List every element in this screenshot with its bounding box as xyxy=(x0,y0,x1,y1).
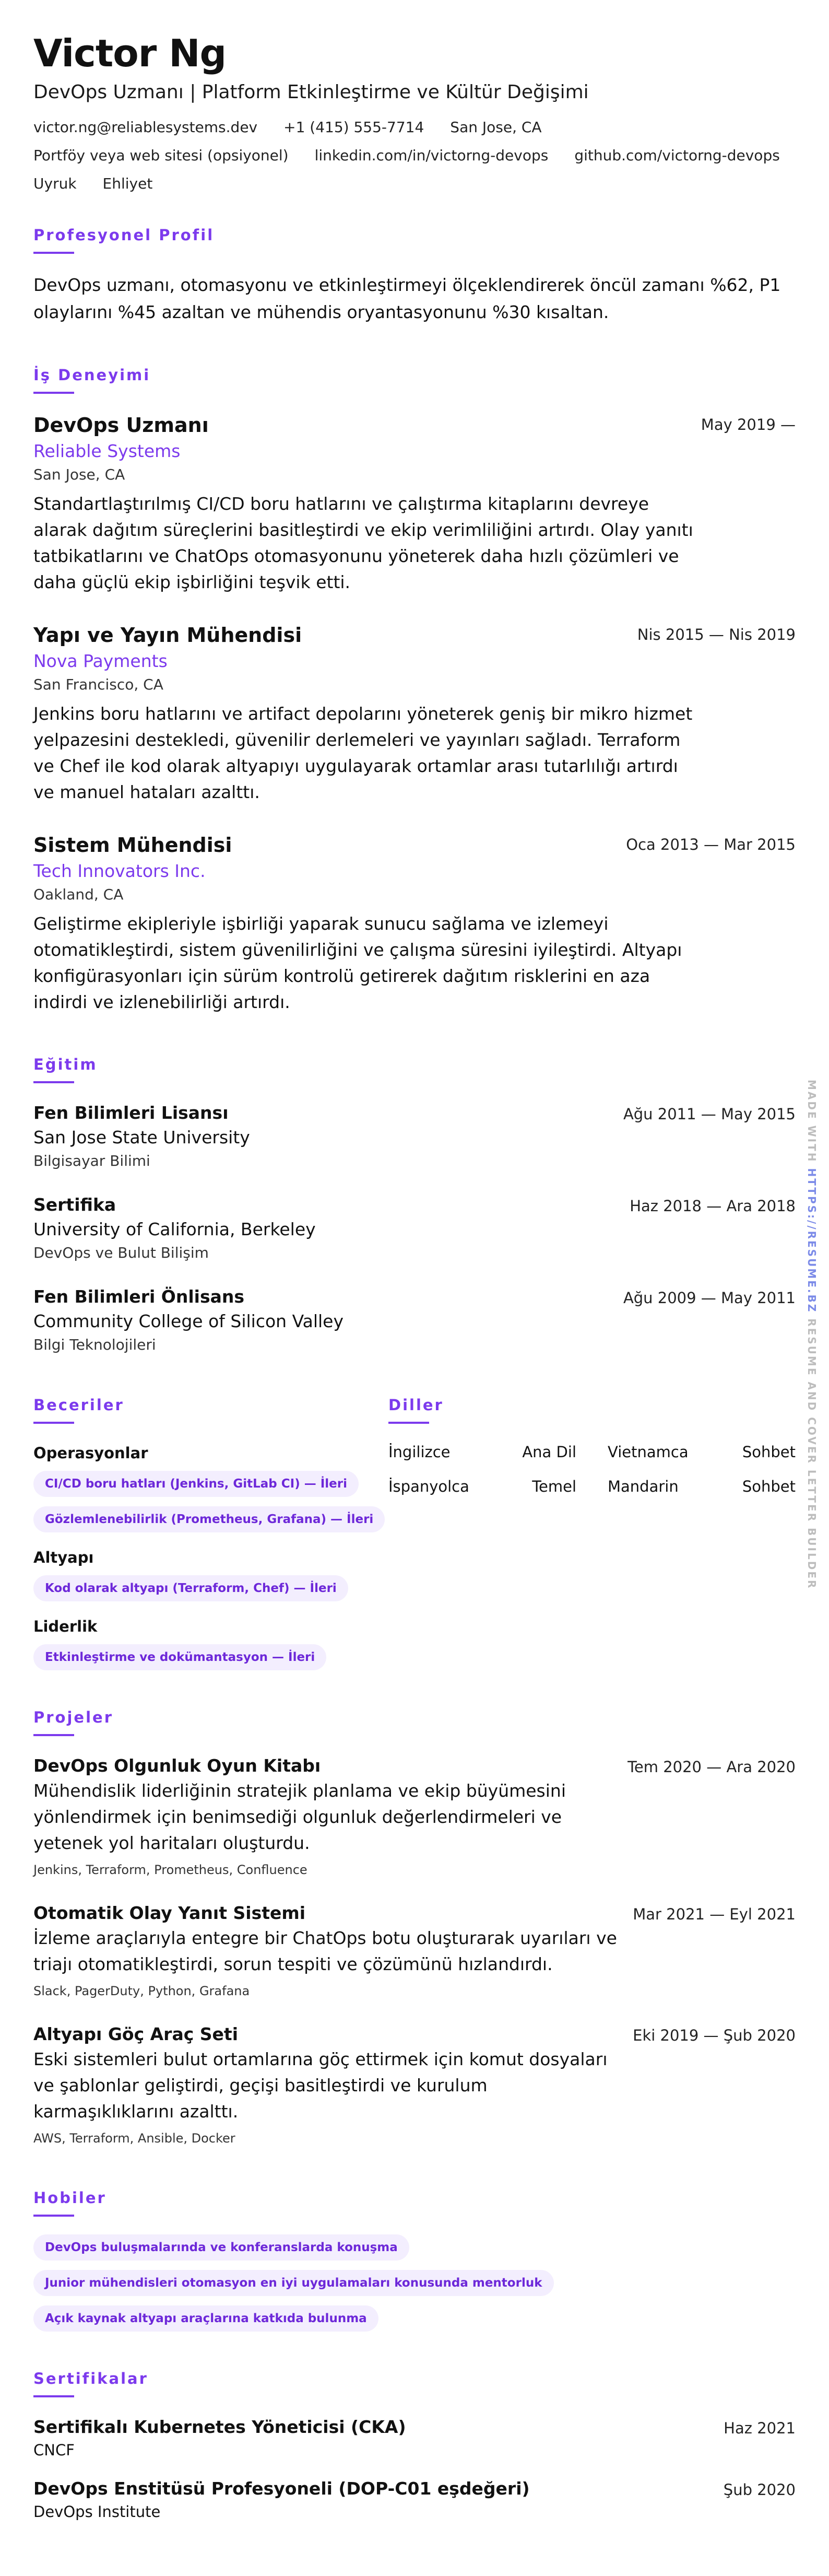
certification-date: Şub 2020 xyxy=(723,2481,796,2499)
education-item xyxy=(33,1285,796,1356)
certifications-section xyxy=(33,2368,796,2523)
section-title: Profesyonel Profil xyxy=(33,226,215,244)
skills-section xyxy=(33,1395,388,1670)
education-section xyxy=(33,1054,796,1356)
company-name: Reliable Systems xyxy=(33,441,181,461)
hobby-chip: DevOps buluşmalarında ve konferanslarda konuşma xyxy=(33,2234,409,2261)
language-level: Temel xyxy=(532,1478,576,1495)
section-title: Diller xyxy=(388,1396,444,1414)
job-location: San Jose, CA xyxy=(33,466,125,483)
job-dates: May 2019 — xyxy=(701,416,796,434)
education-dates: Haz 2018 — Ara 2018 xyxy=(630,1197,796,1215)
certification-item xyxy=(33,2477,796,2523)
certification-name: Sertifikalı Kubernetes Yöneticisi (CKA) xyxy=(33,2417,406,2437)
job-dates: Nis 2015 — Nis 2019 xyxy=(637,626,796,643)
certification-item xyxy=(33,2415,796,2461)
field-of-study: Bilgi Teknolojileri xyxy=(33,1336,156,1353)
skill-chip-list xyxy=(33,1644,388,1670)
contact-location: San Jose, CA xyxy=(450,119,542,136)
language-name: Mandarin xyxy=(608,1478,679,1495)
language-name: İspanyolca xyxy=(388,1478,469,1495)
school-name: San Jose State University xyxy=(33,1127,250,1148)
section-title: Projeler xyxy=(33,1708,113,1726)
education-item xyxy=(33,1101,796,1172)
project-dates: Tem 2020 — Ara 2020 xyxy=(627,1758,796,1776)
school-name: Community College of Silicon Valley xyxy=(33,1311,344,1331)
hobbies-section xyxy=(33,2187,796,2332)
language-name: İngilizce xyxy=(388,1443,451,1461)
skill-chip-list xyxy=(33,1575,388,1601)
section-divider xyxy=(388,1422,429,1424)
experience-section xyxy=(33,365,796,1015)
certification-issuer: CNCF xyxy=(33,2441,75,2459)
hobby-chip: Açık kaynak altyapı araçlarına katkıda bulunma xyxy=(33,2305,378,2332)
skill-chip: Etkinleştirme ve dokümantasyon — İleri xyxy=(33,1644,326,1670)
contact-email[interactable]: victor.ng@reliablesystems.dev xyxy=(33,119,258,136)
project-name: Altyapı Göç Araç Seti xyxy=(33,2024,239,2044)
section-title: Sertifikalar xyxy=(33,2370,148,2387)
section-divider xyxy=(33,2395,74,2397)
job-title: Yapı ve Yayın Mühendisi xyxy=(33,624,302,647)
contact-linkedin[interactable]: linkedin.com/in/victorng-devops xyxy=(314,147,549,164)
language-row xyxy=(388,1476,796,1497)
job-title: DevOps Uzmanı xyxy=(33,414,209,437)
project-tech: Jenkins, Terraform, Prometheus, Confluence xyxy=(33,1863,307,1877)
profile-summary: DevOps uzmanı, otomasyonu ve etkinleştirmeyi ölçeklendirerek öncül zamanı %62, P1 olaylarını %45 azaltan ve mühendis oryantasyonunu %30 kısaltan. xyxy=(33,275,781,322)
project-item xyxy=(33,1754,796,1880)
certification-date: Haz 2021 xyxy=(724,2419,796,2437)
degree-name: Sertifika xyxy=(33,1195,116,1215)
field-of-study: DevOps ve Bulut Bilişim xyxy=(33,1244,209,1261)
contact-portfolio[interactable]: Portföy veya web sitesi (opsiyonel) xyxy=(33,147,289,164)
job-location: Oakland, CA xyxy=(33,886,124,903)
contact-github[interactable]: github.com/victorng-devops xyxy=(574,147,780,164)
project-item xyxy=(33,1901,796,2001)
degree-name: Fen Bilimleri Lisansı xyxy=(33,1103,229,1123)
section-title: İş Deneyimi xyxy=(33,366,151,384)
section-divider xyxy=(33,1734,74,1736)
certification-name: DevOps Enstitüsü Profesyoneli (DOP-C01 eşdeğeri) xyxy=(33,2478,530,2499)
language-level: Sohbet xyxy=(742,1478,796,1495)
watermark-text xyxy=(806,1080,818,1590)
project-name: Otomatik Olay Yanıt Sistemi xyxy=(33,1903,306,1923)
section-divider xyxy=(33,392,74,394)
skill-category: Liderlik xyxy=(33,1618,98,1635)
degree-name: Fen Bilimleri Önlisans xyxy=(33,1286,245,1307)
project-description: İzleme araçlarıyla entegre bir ChatOps botu oluşturarak uyarıları ve triajı otomatikleştirdi, sorun tespiti ve çözümünü hızlandırdı. xyxy=(33,1928,617,1974)
language-level: Sohbet xyxy=(742,1443,796,1461)
job-description: Standartlaştırılmış CI/CD boru hatlarını ve çalıştırma kitaplarını devreye alarak dağıtım süreçlerini basitleştirdi ve ekip verimliliğini artırdı. Olay yanıtı tatbikatlarını ve ChatOps otomasyonunu yöneterek daha hızlı çözümleri ve daha güçlü ekip işbirliğini teşvik etti. xyxy=(33,494,693,592)
language-level: Ana Dil xyxy=(522,1443,576,1461)
watermark-link[interactable]: HTTPS://RESUME.BZ xyxy=(806,1168,818,1314)
job-description: Geliştirme ekipleriyle işbirliği yaparak sunucu sağlama ve izlemeyi otomatikleştirdi, sistem güvenilirliğini ve çalışma süresini iyileştirdi. Altyapı konfigürasyonları için sürüm kontrolü getirerek dağıtım risklerini en aza indirdi ve izlenebilirliği artırdı. xyxy=(33,914,682,1012)
school-name: University of California, Berkeley xyxy=(33,1219,316,1239)
job-dates: Oca 2013 — Mar 2015 xyxy=(626,836,796,853)
skill-chip: Gözlemlenebilirlik (Prometheus, Grafana) — İleri xyxy=(33,1506,385,1532)
project-tech: Slack, PagerDuty, Python, Grafana xyxy=(33,1984,250,1998)
profile-section xyxy=(33,225,796,326)
candidate-name: Victor Ng xyxy=(33,31,227,75)
contact-phone[interactable]: +1 (415) 555-7714 xyxy=(283,119,424,136)
skill-category: Operasyonlar xyxy=(33,1444,148,1462)
education-dates: Ağu 2009 — May 2011 xyxy=(623,1289,796,1307)
project-description: Mühendislik liderliğinin stratejik planlama ve ekip büyümesini yönlendirmek için benimsediği olgunluk değerlendirmeleri ve yetenek yol haritaları oluşturdu. xyxy=(33,1781,566,1853)
project-description: Eski sistemleri bulut ortamlarına göç ettirmek için komut dosyaları ve şablonlar geliştirdi, geçişi basitleştirdi ve kurulum karmaşıklıklarını azalttı. xyxy=(33,2049,608,2122)
section-title: Eğitim xyxy=(33,1056,98,1073)
job-title: Sistem Mühendisi xyxy=(33,834,232,857)
skills-languages-row xyxy=(33,1395,796,1670)
project-dates: Eki 2019 — Şub 2020 xyxy=(633,2027,796,2044)
watermark-suffix: RESUME AND COVER LETTER BUILDER xyxy=(806,1318,818,1590)
field-of-study: Bilgisayar Bilimi xyxy=(33,1152,150,1169)
contact-license: Ehliyet xyxy=(102,175,153,192)
company-name: Tech Innovators Inc. xyxy=(33,861,206,881)
job-description: Jenkins boru hatlarını ve artifact depolarını yöneterek geniş bir mikro hizmet yelpazesini destekledi, güvenilir derlemeleri ve yayınları sağladı. Terraform ve Chef ile kod olarak altyapıyı uygulayarak ortamlar arası tutarlılığı artırdı ve manuel hataları azalttı. xyxy=(33,704,693,802)
projects-section xyxy=(33,1707,796,2149)
section-divider xyxy=(33,1081,74,1083)
section-title: Hobiler xyxy=(33,2189,106,2207)
section-divider xyxy=(33,252,74,254)
section-divider xyxy=(33,2215,74,2217)
experience-item xyxy=(33,622,796,805)
hobby-chip: Junior mühendisleri otomasyon en iyi uygulamaları konusunda mentorluk xyxy=(33,2270,554,2296)
skill-category: Altyapı xyxy=(33,1549,94,1566)
certification-issuer: DevOps Institute xyxy=(33,2503,161,2521)
language-name: Vietnamca xyxy=(608,1443,689,1461)
experience-item xyxy=(33,832,796,1015)
job-location: San Francisco, CA xyxy=(33,676,163,693)
languages-section xyxy=(388,1395,796,1670)
skill-chip-list xyxy=(33,1471,388,1532)
section-divider xyxy=(33,1422,74,1424)
candidate-headline: DevOps Uzmanı | Platform Etkinleştirme ve Kültür Değişimi xyxy=(33,81,589,103)
hobby-chip-list xyxy=(33,2234,796,2332)
resume-page xyxy=(33,31,796,2523)
company-name: Nova Payments xyxy=(33,651,168,671)
experience-item xyxy=(33,412,796,595)
section-title: Beceriler xyxy=(33,1396,124,1414)
project-dates: Mar 2021 — Eyl 2021 xyxy=(633,1905,796,1923)
project-item xyxy=(33,2022,796,2149)
skill-chip: Kod olarak altyapı (Terraform, Chef) — İleri xyxy=(33,1575,348,1601)
project-tech: AWS, Terraform, Ansible, Docker xyxy=(33,2131,235,2146)
language-row xyxy=(388,1442,796,1462)
education-item xyxy=(33,1193,796,1264)
resume-builder-watermark xyxy=(801,1079,822,1590)
education-dates: Ağu 2011 — May 2015 xyxy=(623,1105,796,1123)
contact-nationality: Uyruk xyxy=(33,175,77,192)
watermark-prefix: MADE WITH xyxy=(806,1080,818,1163)
project-name: DevOps Olgunluk Oyun Kitabı xyxy=(33,1755,321,1776)
skill-chip: CI/CD boru hatları (Jenkins, GitLab CI) — İleri xyxy=(33,1471,359,1497)
contact-list xyxy=(33,117,796,194)
